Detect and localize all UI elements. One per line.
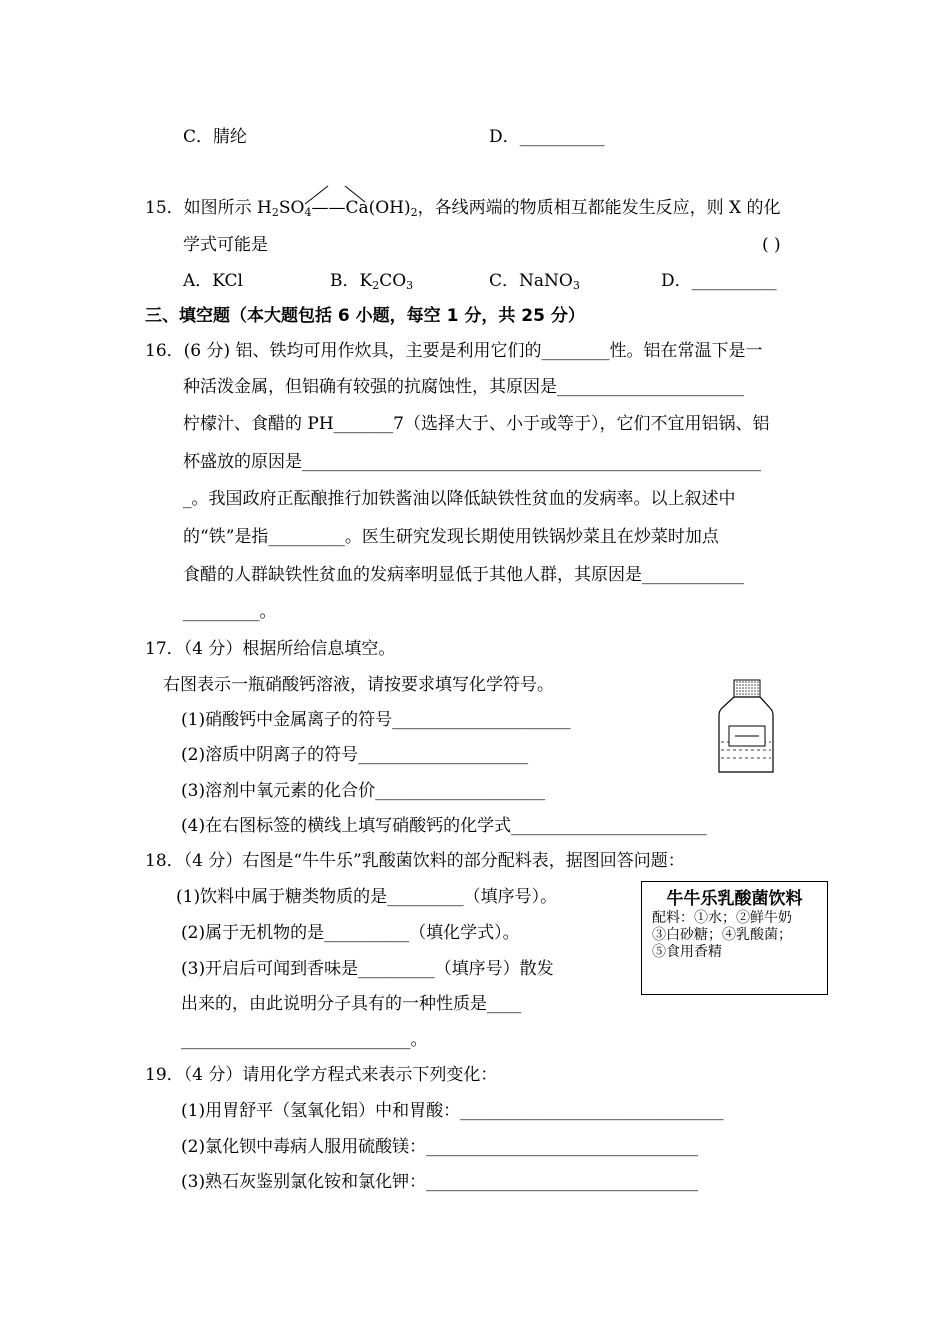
- q15-option-d: D．__________: [661, 271, 777, 291]
- ingredient-label-box: [641, 881, 828, 995]
- q16-line8: _________。: [183, 602, 277, 622]
- q17-line6: (4)在右图标签的横线上填写硝酸钙的化学式_______________________: [181, 816, 707, 836]
- reagent-bottle-figure: [715, 678, 777, 776]
- q17-line4: (2)溶质中阴离子的符号____________________: [181, 745, 529, 765]
- q15-line2: 学式可能是: [183, 235, 268, 255]
- q16-line1: 16．(6 分) 铝、铁均可用作炊具，主要是利用它们的________性。铝在常温下是一: [145, 341, 763, 361]
- q18-line4: (3)开启后可闻到香味是_________（填序号）散发: [181, 959, 554, 979]
- q15-option-a: A．KCl: [183, 271, 243, 291]
- q17-line1: 17．（4 分）根据所给信息填空。: [145, 639, 396, 659]
- q19-line2: (1)用胃舒平（氢氧化铝）中和胃酸：_______________________________: [181, 1101, 724, 1121]
- q16-line3: 柠檬汁、食醋的 PH_______7（选择大于、小于或等于），它们不宜用铝锅、铝: [183, 414, 770, 434]
- q16-line2: 种活泼金属，但铝确有较强的抗腐蚀性，其原因是______________________: [183, 377, 744, 397]
- q19-line3: (2)氯化钡中毒病人服用硫酸镁：________________________________: [181, 1137, 699, 1157]
- q18-line5: 出来的，由此说明分子具有的一种性质是____: [181, 994, 521, 1014]
- q19-line4: (3)熟石灰鉴别氯化铵和氯化钾：________________________________: [181, 1172, 699, 1192]
- q15-reaction-lines: [295, 182, 375, 208]
- q18-line1: 18．（4 分）右图是“牛牛乐”乳酸菌饮料的部分配料表，据图回答问题：: [145, 851, 685, 871]
- q15-option-c: C．NaNO$_3$: [489, 271, 580, 292]
- q16-line7: 食醋的人群缺铁性贫血的发病率明显低于其他人群，其原因是____________: [183, 565, 744, 585]
- ingredient-label-line1: 配料：①水；②鲜牛奶: [652, 910, 792, 926]
- q19-line1: 19．（4 分）请用化学方程式来表示下列变化：: [145, 1065, 498, 1085]
- q14-option-c: C．腈纶: [183, 127, 248, 147]
- q18-line3: (2)属于无机物的是__________（填化学式）。: [181, 923, 520, 943]
- ingredient-label-line2: ③白砂糖；④乳酸菌；: [652, 927, 792, 943]
- q16-line6: 的“铁”是指_________。医生研究发现长期使用铁锅炒菜且在炒菜时加点: [183, 527, 719, 547]
- ingredient-label-line3: ⑤食用香精: [652, 944, 722, 960]
- q16-line4: 杯盛放的原因是______________________________________________________: [183, 452, 761, 472]
- q17-line5: (3)溶剂中氧元素的化合价____________________: [181, 781, 546, 801]
- q15-stem: 15．如图所示 $H_2SO_4——Ca(OH)_2$，各线两端的物质相互都能发生反应，则 X 的化: [145, 198, 781, 219]
- section3-title: 三、填空题（本大题包括 6 小题，每空 1 分，共 25 分）: [145, 306, 585, 326]
- q15-option-b: B．$K_2CO_3$: [330, 271, 414, 292]
- q14-option-d: D．__________: [489, 127, 605, 147]
- ingredient-label-title: 牛牛乐乳酸菌饮料: [666, 889, 803, 909]
- q16-line5: _。我国政府正酝酿推行加铁酱油以降低缺铁性贫血的发病率。以上叙述中: [183, 489, 736, 509]
- q17-line2: 右图表示一瓶硝酸钙溶液，请按要求填写化学符号。: [163, 675, 554, 695]
- q15-answer-paren: ( ): [762, 235, 781, 255]
- q18-line2: (1)饮料中属于糖类物质的是_________（填序号）。: [176, 887, 558, 907]
- q18-line6: ___________________________。: [181, 1030, 428, 1050]
- q17-line3: (1)硝酸钙中金属离子的符号_____________________: [181, 710, 571, 730]
